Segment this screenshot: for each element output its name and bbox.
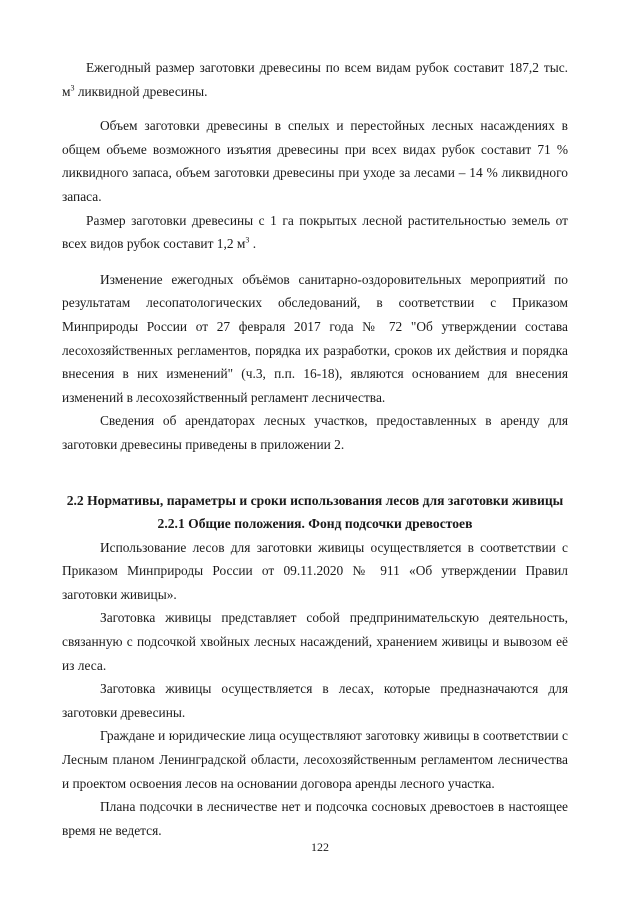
paragraph-resin-plan: Плана подсочки в лесничестве нет и подсочка сосновых древостоев в настоящее время не ведется. — [62, 799, 568, 838]
paragraph-resin-regulation: Использование лесов для заготовки живицы осуществляется в соответствии с Приказом Минприроды России от 09.11.2020 № 911 «Об утверждении Правил заготовки живицы». — [62, 539, 568, 602]
cubic-superscript: 3 — [70, 83, 75, 93]
page-body — [62, 56, 568, 842]
paragraph-harvest-volume-text: Ежегодный размер заготовки древесины по всем видам рубок составит 187,2 тыс. м — [62, 60, 568, 99]
paragraph-tenants: Сведения об арендаторах лесных участков, предоставленных в аренду для заготовки древесины приведены в приложении 2. — [62, 413, 568, 452]
paragraph-resin-activity: Заготовка живицы представляет собой предпринимательскую деятельность, связанную с подсочкой хвойных лесных насаждений, хранением живицы и вывозом её из леса. — [62, 610, 568, 673]
paragraph-harvest-per-hectare — [62, 209, 568, 256]
cubic-superscript: 3 — [245, 235, 250, 245]
paragraph-resin-entities: Граждане и юридические лица осуществляют заготовку живицы в соответствии с Лесным планом Ленинградской области, лесохозяйственным регламентом лесничества и проектом освоения лесов на основании договора аренды лесного участка. — [62, 728, 568, 791]
paragraph-sanitary-changes: Изменение ежегодных объёмов санитарно-оздоровительных мероприятий по результатам лесопатологических обследований, в соответствии с Приказом Минприроды России от 27 февраля 2017 года № 72 "Об утверждении состава лесохозяйственных регламентов, порядка их разработки, сроков их действия и порядка внесения в них изменений" (ч.3, п.п. 16-18), являются основанием для внесения изменений в лесохозяйственный регламент лесничества. — [62, 271, 568, 405]
paragraph-harvest-volume — [62, 56, 568, 103]
paragraph-harvest-per-hectare-text: Размер заготовки древесины с 1 га покрытых лесной растительностью земель от всех видов рубок составит 1,2 м — [62, 212, 568, 252]
paragraph-harvest-volume-tail: ликвидной древесины. — [74, 83, 208, 99]
paragraph-resin-forests: Заготовка живицы осуществляется в лесах, которые предназначаются для заготовки древесины. — [62, 681, 568, 720]
subsection-heading: 2.2.1 Общие положения. Фонд подсочки древостоев — [157, 516, 473, 532]
section-heading: 2.2 Нормативы, параметры и сроки использования лесов для заготовки живицы — [66, 492, 564, 508]
page-number: 122 — [311, 840, 329, 854]
paragraph-harvest-share: Объем заготовки древесины в спелых и перестойных лесных насаждениях в общем объеме возможного изъятия древесины при всех видах рубок составит 71 % ликвидного запаса, объем заготовки древесины при уходе за лесами – 14 % ликвидного запаса. — [62, 118, 568, 204]
paragraph-harvest-per-hectare-tail: . — [249, 236, 257, 252]
